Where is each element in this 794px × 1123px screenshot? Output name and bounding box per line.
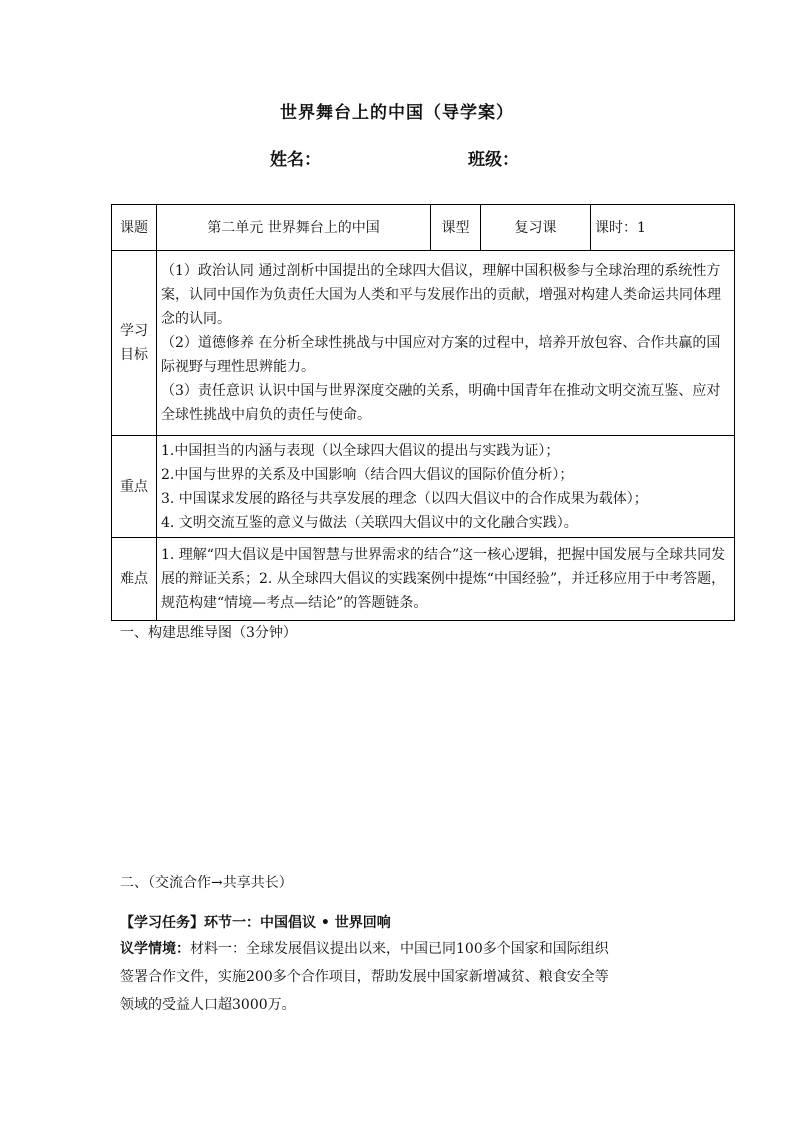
key-point: 4. 文明交流互鉴的意义与做法（关联四大倡议中的文化融合实践）。: [161, 514, 578, 531]
type-value: 复习课: [481, 205, 591, 251]
goal-item: （1）政治认同 通过剖析中国提出的全球四大倡议，理解中国积极参与全球治理的系统性方案，认同中国作为负责任大国为人类和平与发展作出的贡献，增强对构建人类命运共同体理念的认同。: [161, 263, 721, 327]
key-label: 重点: [112, 436, 157, 538]
key-point: 1.中国担当的内涵与表现（以全球四大倡议的提出与实践为证）；: [161, 442, 560, 459]
type-label: 课型: [431, 205, 481, 251]
table-row: [112, 436, 735, 538]
table-row: [112, 538, 735, 621]
material-text: 材料一：全球发展倡议提出以来，中国已同100多个国家和国际组织: [190, 941, 609, 957]
goals-cell: [157, 251, 735, 436]
goals-label: 学习目标: [112, 251, 157, 436]
material-line: [120, 935, 720, 963]
key-point: 2.中国与世界的关系及中国影响（结合四大倡议的国际价值分析）；: [161, 466, 574, 483]
task-label: 【学习任务】环节一：中国倡议 • 世界回响: [120, 915, 391, 931]
difficult-label: 难点: [112, 538, 157, 621]
task-heading: [120, 912, 391, 932]
material-line: 签署合作文件，实施200多个合作项目，帮助发展中国家新增减贫、粮食安全等: [120, 969, 609, 985]
material-block: [120, 935, 720, 1019]
page-title: 世界舞台上的中国（导学案）: [280, 103, 514, 123]
key-point: 3. 中国谋求发展的路径与共享发展的理念（以四大倡议中的合作成果为载体）；: [161, 490, 648, 507]
material-label: 议学情境：: [120, 941, 190, 957]
table-row: [112, 251, 735, 436]
goal-item: （2）道德修养 在分析全球性挑战与中国应对方案的过程中，培养开放包容、合作共赢的国际视野与理性思辨能力。: [161, 335, 721, 375]
topic-value: 第二单元 世界舞台上的中国: [157, 205, 431, 251]
goal-item: （3）责任意识 认识中国与世界深度交融的关系，明确中国青年在推动文明交流互鉴、应对全球性挑战中肩负的责任与使命。: [161, 383, 721, 423]
table-row: [112, 205, 735, 251]
lesson-info-table: [111, 204, 735, 621]
section-heading-mindmap: 一、构建思维导图（3分钟）: [120, 625, 297, 641]
section-heading-cooperation: 二、（交流合作→共享共长）: [120, 875, 293, 891]
material-line: 领域的受益人口超3000万。: [120, 997, 296, 1013]
class-label: 班级：: [468, 150, 519, 170]
difficult-text: 1. 理解“四大倡议是中国智慧与世界需求的结合”这一核心逻辑，把握中国发展与全球共同发展的辩证关系；2. 从全球四大倡议的实践案例中提炼“中国经验”，并迁移应用于中考答题，规范构建“情境—考点—结论”的答题链条。: [157, 538, 735, 621]
class-hours: 课时：1: [591, 205, 735, 251]
topic-label: 课题: [112, 205, 157, 251]
name-label: 姓名：: [270, 150, 321, 170]
key-cell: [157, 436, 735, 538]
